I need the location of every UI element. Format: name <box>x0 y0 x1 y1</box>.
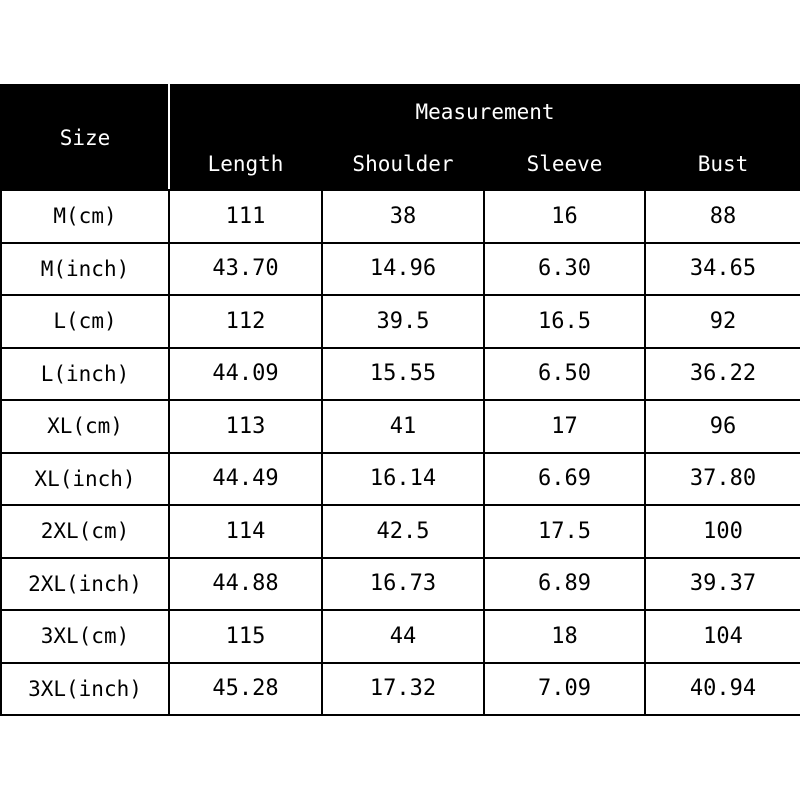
header-row-group <box>1 85 800 138</box>
table-row <box>1 453 800 506</box>
sleeve-cell: 17 <box>484 400 645 453</box>
bust-cell: 40.94 <box>645 663 800 716</box>
size-cell: XL(inch) <box>1 453 169 506</box>
shoulder-cell: 16.14 <box>322 453 484 506</box>
length-cell: 114 <box>169 505 322 558</box>
table-row <box>1 558 800 611</box>
length-cell: 112 <box>169 295 322 348</box>
sleeve-cell: 6.89 <box>484 558 645 611</box>
table-row <box>1 610 800 663</box>
shoulder-cell: 44 <box>322 610 484 663</box>
bust-cell: 92 <box>645 295 800 348</box>
bust-cell: 96 <box>645 400 800 453</box>
shoulder-cell: 42.5 <box>322 505 484 558</box>
shoulder-cell: 38 <box>322 190 484 243</box>
table-row <box>1 663 800 716</box>
shoulder-cell: 17.32 <box>322 663 484 716</box>
size-cell: XL(cm) <box>1 400 169 453</box>
size-cell: L(cm) <box>1 295 169 348</box>
sleeve-cell: 6.50 <box>484 348 645 401</box>
table-row <box>1 348 800 401</box>
bust-cell: 36.22 <box>645 348 800 401</box>
size-cell: 2XL(cm) <box>1 505 169 558</box>
size-cell: L(inch) <box>1 348 169 401</box>
size-column-header: Size <box>1 85 169 190</box>
bust-column-header: Bust <box>645 138 800 190</box>
length-cell: 44.49 <box>169 453 322 506</box>
length-cell: 44.88 <box>169 558 322 611</box>
size-cell: M(cm) <box>1 190 169 243</box>
length-column-header: Length <box>169 138 322 190</box>
bust-cell: 39.37 <box>645 558 800 611</box>
length-cell: 45.28 <box>169 663 322 716</box>
size-cell: M(inch) <box>1 243 169 296</box>
length-cell: 115 <box>169 610 322 663</box>
size-cell: 2XL(inch) <box>1 558 169 611</box>
bust-cell: 37.80 <box>645 453 800 506</box>
bust-cell: 34.65 <box>645 243 800 296</box>
sleeve-cell: 16 <box>484 190 645 243</box>
size-chart-table <box>0 84 800 716</box>
table-row <box>1 190 800 243</box>
sleeve-cell: 17.5 <box>484 505 645 558</box>
sleeve-cell: 18 <box>484 610 645 663</box>
length-cell: 113 <box>169 400 322 453</box>
length-cell: 43.70 <box>169 243 322 296</box>
table-row <box>1 400 800 453</box>
table-row <box>1 505 800 558</box>
bust-cell: 100 <box>645 505 800 558</box>
table-body <box>1 190 800 715</box>
table-header <box>1 85 800 190</box>
table-row <box>1 243 800 296</box>
shoulder-cell: 16.73 <box>322 558 484 611</box>
size-cell: 3XL(cm) <box>1 610 169 663</box>
size-cell: 3XL(inch) <box>1 663 169 716</box>
shoulder-cell: 39.5 <box>322 295 484 348</box>
shoulder-cell: 15.55 <box>322 348 484 401</box>
sleeve-cell: 6.30 <box>484 243 645 296</box>
sleeve-cell: 7.09 <box>484 663 645 716</box>
sleeve-cell: 6.69 <box>484 453 645 506</box>
shoulder-cell: 41 <box>322 400 484 453</box>
measurement-group-header: Measurement <box>169 85 800 138</box>
shoulder-column-header: Shoulder <box>322 138 484 190</box>
bust-cell: 88 <box>645 190 800 243</box>
sleeve-column-header: Sleeve <box>484 138 645 190</box>
length-cell: 44.09 <box>169 348 322 401</box>
shoulder-cell: 14.96 <box>322 243 484 296</box>
bust-cell: 104 <box>645 610 800 663</box>
table-row <box>1 295 800 348</box>
sleeve-cell: 16.5 <box>484 295 645 348</box>
length-cell: 111 <box>169 190 322 243</box>
